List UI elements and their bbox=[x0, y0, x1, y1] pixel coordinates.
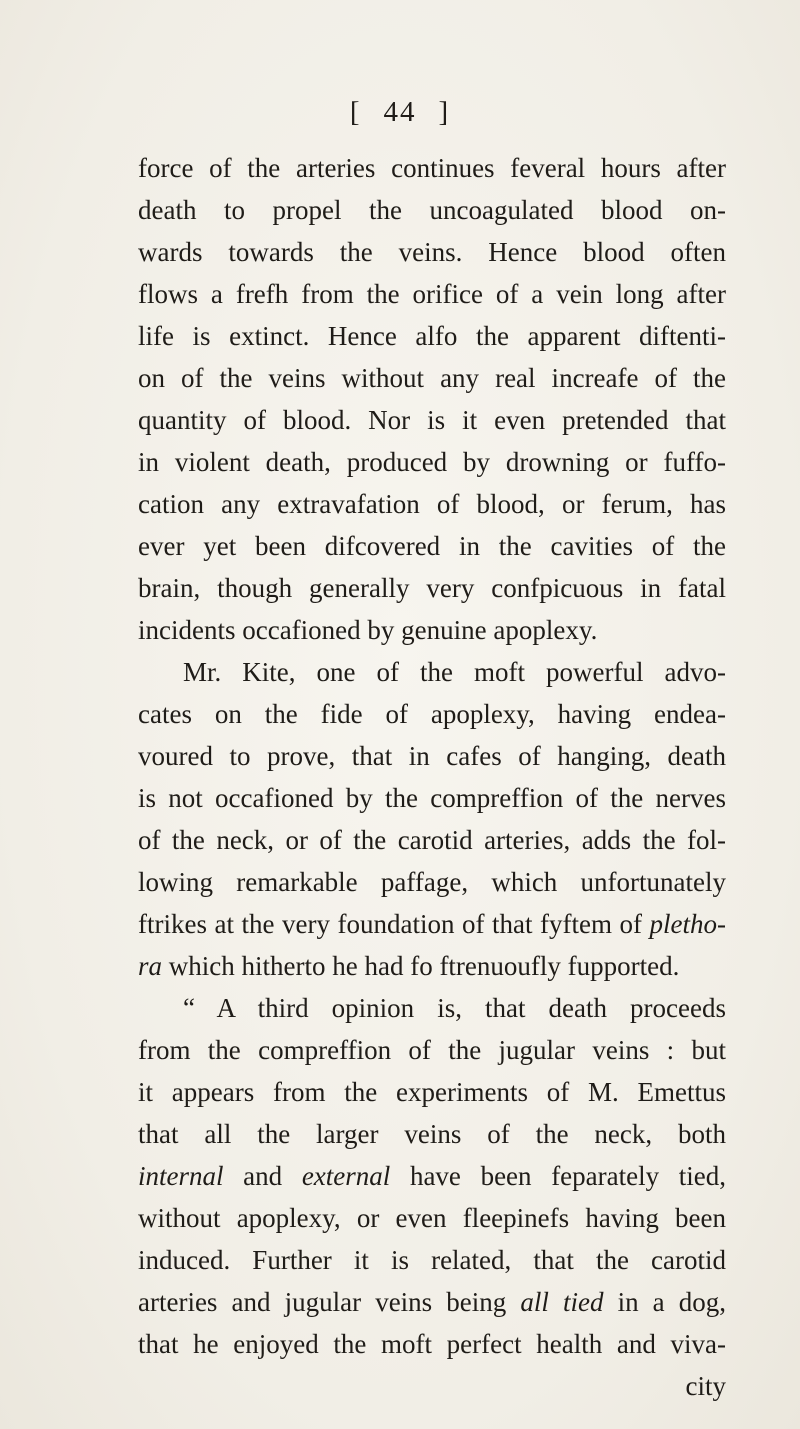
italic-text: external bbox=[301, 1161, 391, 1191]
text-line: brain, though generally very confpicuous in fatal bbox=[138, 573, 726, 603]
italic-text: pletho- bbox=[649, 909, 726, 939]
text-line: on of the veins without any real increafe of the bbox=[138, 363, 726, 393]
header-open-bracket: [ bbox=[349, 96, 362, 128]
text-line: wards towards the veins. Hence blood often bbox=[138, 237, 726, 267]
text-line bbox=[138, 1158, 726, 1194]
text-line: from the compreffion of the jugular veins : but bbox=[138, 1035, 726, 1065]
text-line: it appears from the experiments of M. Emettus bbox=[138, 1077, 726, 1107]
italic-text: all tied bbox=[520, 1287, 604, 1317]
text-run: in a dog, bbox=[603, 1287, 726, 1317]
text-line: lowing remarkable paffage, which unfortunately bbox=[138, 867, 726, 897]
text-line: death to propel the uncoagulated blood on- bbox=[138, 195, 726, 225]
text-run: have been feparately tied, bbox=[390, 1161, 727, 1191]
text-run: which hitherto he had fo ftrenuoufly fupported. bbox=[162, 951, 680, 981]
text-run: and bbox=[223, 1161, 302, 1191]
text-line: incidents occafioned by genuine apoplexy. bbox=[138, 615, 598, 645]
text-line bbox=[138, 948, 726, 984]
text-line bbox=[138, 906, 726, 942]
text-line: ever yet been difcovered in the cavities of the bbox=[138, 531, 726, 561]
text-line: flows a frefh from the orifice of a vein long after bbox=[138, 279, 726, 309]
text-line: that all the larger veins of the neck, both bbox=[138, 1119, 726, 1149]
text-line: cates on the fide of apoplexy, having endea- bbox=[138, 699, 726, 729]
text-run: arteries and jugular veins being bbox=[138, 1287, 521, 1317]
text-line: without apoplexy, or even fleepinefs having been bbox=[138, 1203, 726, 1233]
catchword: city bbox=[685, 1371, 726, 1401]
text-line: Mr. Kite, one of the moft powerful advo- bbox=[183, 657, 726, 687]
text-line: life is extinct. Hence alfo the apparent diftenti- bbox=[138, 321, 726, 351]
page-header bbox=[0, 96, 800, 129]
italic-text: ra bbox=[138, 951, 163, 981]
page-number: 44 bbox=[383, 96, 417, 128]
text-line: quantity of blood. Nor is it even pretended that bbox=[138, 405, 726, 435]
text-line: cation any extravafation of blood, or ferum, has bbox=[138, 489, 726, 519]
text-line: in violent death, produced by drowning or fuffo- bbox=[138, 447, 726, 477]
text-line: induced. Further it is related, that the carotid bbox=[138, 1245, 726, 1275]
text-line: voured to prove, that in cafes of hanging, death bbox=[138, 741, 726, 771]
italic-text: internal bbox=[138, 1161, 224, 1191]
text-line: of the neck, or of the carotid arteries, adds the fol- bbox=[138, 825, 726, 855]
text-line: that he enjoyed the moft perfect health and viva- bbox=[138, 1329, 726, 1359]
header-close-bracket: ] bbox=[438, 96, 451, 128]
text-run: ftrikes at the very foundation of that fyftem of bbox=[138, 909, 650, 939]
text-line: “ A third opinion is, that death proceeds bbox=[183, 993, 726, 1023]
text-line: is not occafioned by the compreffion of the nerves bbox=[138, 783, 726, 813]
text-line: force of the arteries continues feveral hours after bbox=[138, 153, 726, 183]
text-line bbox=[138, 1284, 726, 1320]
